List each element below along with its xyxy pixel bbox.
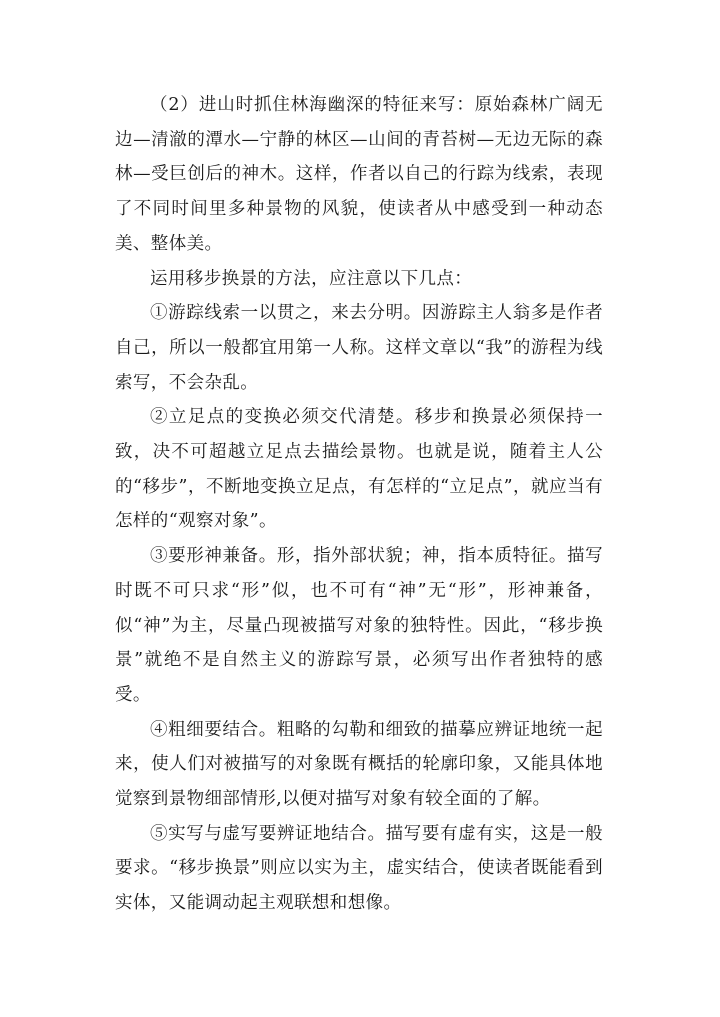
paragraph-point-2: ②立足点的变换必须交代清楚。移步和换景必须保持一致，决不可超越立足点去描绘景物。也就是说，随着主人公的“移步”，不断地变换立足点，有怎样的“立足点”，就应当有怎样的“观察对象”。	[115, 407, 603, 532]
paragraph-methods-intro: 运用移步换景的方法，应注意以下几点：	[150, 268, 473, 289]
paragraph-entry-path: （2）进山时抓住林海幽深的特征来写：原始森林广阔无边—清澈的潭水—宁静的林区—山间的青苔树—无边无际的森林—受巨创后的神木。这样，作者以自己的行踪为线索，表现了不同时间里多种景物的风貌，使读者从中感受到一种动态美、整体美。	[115, 95, 603, 254]
paragraph-point-5: ⑤实写与虚写要辨证地结合。描写要有虚有实，这是一般要求。“移步换景”则应以实为主，虚实结合，使读者既能看到实体，又能调动起主观联想和想像。	[115, 823, 603, 914]
paragraph-point-1: ①游踪线索一以贯之，来去分明。因游踪主人翁多是作者自己，所以一般都宜用第一人称。这样文章以“我”的游程为线索写，不会杂乱。	[115, 303, 603, 393]
document-body	[115, 88, 603, 921]
paragraph-point-4: ④粗细要结合。粗略的勾勒和细致的描摹应辨证地统一起来，使人们对被描写的对象既有概括的轮廓印象，又能具体地觉察到景物细部情形,以便对描写对象有较全面的了解。	[115, 719, 603, 810]
paragraph-point-3: ③要形神兼备。形，指外部状貌；神，指本质特征。描写时既不可只求“形”似，也不可有“神”无“形”，形神兼备，似“神”为主，尽量凸现被描写对象的独特性。因此，“移步换景”就绝不是自然主义的游踪写景，必须写出作者独特的感受。	[115, 546, 603, 705]
